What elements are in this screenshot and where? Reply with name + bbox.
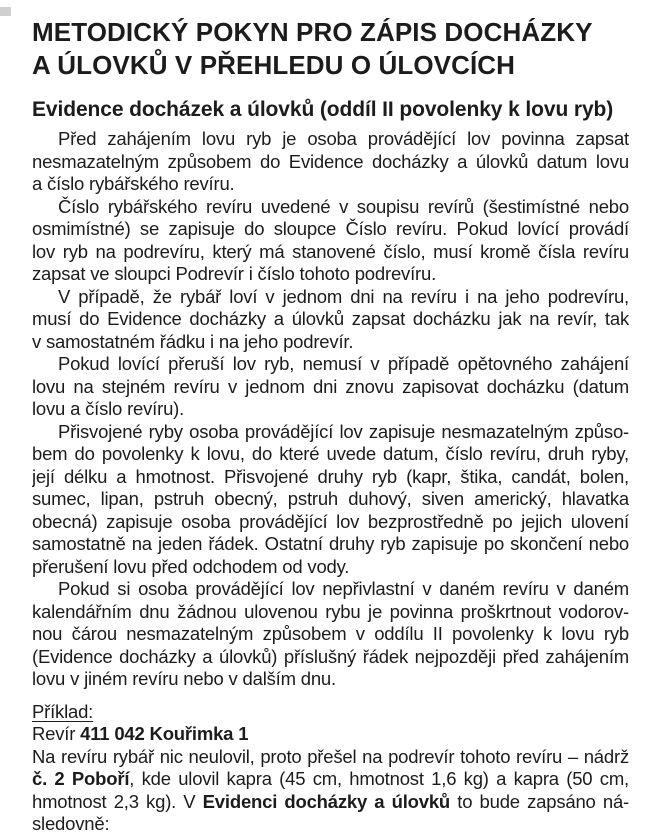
paragraph-line: zapsat ve sloupci Podrevír i číslo tohoto podrevíru.	[32, 263, 437, 284]
paragraph-line: a číslo rybářského revíru.	[32, 173, 235, 194]
example-label-line	[32, 701, 629, 724]
example-revir-number: 411 042 Kouřimka 1	[80, 723, 249, 744]
paragraph-line: bem do povolenky k lovu, do které uvede datum, číslo revíru, druh ryby,	[32, 443, 629, 464]
example-revir-prefix: Revír	[32, 723, 81, 744]
document-title-line2: A ÚLOVKŮ V PŘEHLEDU O ÚLOVCÍCH	[32, 50, 516, 80]
regular-text: to bude zapsáno ná-	[450, 790, 629, 812]
paragraph-line: nou čárou nesmazatelným způsobem v oddílu II povolenky k lovu ryb	[32, 623, 629, 644]
paragraph-line: musí do Evidence docházky a úlovků zapsat docházku jak na revír, tak	[32, 308, 629, 329]
paragraph-line: Číslo rybářského revíru uvedené v soupisu revírů (šestimístné nebo	[58, 195, 629, 217]
body-text	[32, 128, 629, 691]
paragraph	[32, 353, 629, 421]
paragraph-line: V případě, že rybář loví v jednom dni na revíru i na jeho podrevíru,	[58, 285, 629, 307]
example-line	[32, 768, 629, 791]
paragraph-line: přerušení lovu před odchodem od vody.	[32, 555, 350, 577]
paragraph-line: sumec, lipan, pstruh obecný, pstruh duhový, siven americký, hlavatka	[32, 488, 629, 509]
example-lines	[32, 746, 629, 836]
example-label: Příklad:	[32, 700, 94, 722]
paragraph-line: její délku a hmotnost. Přisvojené druhy ryb (kapr, štika, candát, bolen,	[32, 465, 629, 487]
paragraph	[32, 196, 629, 286]
paragraph	[32, 421, 629, 579]
regular-text: Na revíru rybář nic neulovil, proto přešel na podrevír tohoto revíru – nádrž	[32, 745, 629, 767]
paragraph	[32, 578, 629, 691]
bold-text: č. 2 Poboří	[32, 768, 130, 789]
example-revir-line	[32, 723, 629, 746]
document-title	[32, 16, 629, 82]
regular-text: , kde ulovil kapra (45 cm, hmotnost 1,6 kg) a kapra (50 cm,	[129, 768, 629, 789]
paragraph-line: lovu na stejném revíru v jednom dni znovu zapisovat docházku (datum	[32, 375, 629, 397]
bold-text: Evidenci docházky a úlovků	[202, 790, 451, 812]
paragraph-line: osmimístné) se zapisuje do sloupce Číslo revíru. Pokud lovící provádí	[32, 218, 629, 239]
paragraph-line: lovu v jiném revíru nebo v dalším dnu.	[32, 668, 336, 689]
example-section	[32, 701, 629, 836]
document-title-line1: METODICKÝ POKYN PRO ZÁPIS DOCHÁZKY	[32, 17, 593, 47]
paragraph-line: lov ryb na podrevíru, který má stanovené číslo, musí kromě čísla revíru	[32, 240, 629, 262]
example-line	[32, 746, 629, 769]
paragraph-line: Přisvojené ryby osoba provádějící lov zapisuje nesmazatelným způso-	[58, 420, 629, 442]
paragraph-line: kalendářním dnu žádnou ulovenou rybu je povinna proškrtnout vodorov-	[32, 600, 629, 622]
scan-artifact	[0, 7, 11, 16]
paragraph-line: (Evidence docházky a úlovků) příslušný řádek nejpozději před zahájením	[32, 645, 629, 667]
paragraph-line: Pokud lovící přeruší lov ryb, nemusí v případě opětovného zahájení	[58, 353, 629, 374]
paragraph	[32, 128, 629, 196]
paragraph-line: v samostatném řádku i na jeho podrevír.	[32, 330, 354, 352]
paragraph-line: Pokud si osoba provádějící lov nepřivlastní v daném revíru v daném	[58, 578, 629, 599]
paragraph-line: obecná) zapisuje osoba provádějící lov bezprostředně po jejich ulovení	[32, 510, 629, 532]
paragraph-line: nesmazatelným způsobem do Evidence docházky a úlovků datum lovu	[32, 150, 629, 172]
paragraph-line: samostatně na jeden řádek. Ostatní druhy ryb zapisuje po skončení nebo	[32, 533, 629, 554]
example-line	[32, 791, 629, 814]
regular-text: hmotnost 2,3 kg). V	[32, 790, 203, 812]
example-line	[32, 813, 629, 836]
paragraph	[32, 286, 629, 354]
section-heading: Evidence docházek a úlovků (oddíl II povolenky k lovu ryb)	[32, 98, 614, 121]
paragraph-line: Před zahájením lovu ryb je osoba provádějící lov povinna zapsat	[58, 128, 629, 149]
regular-text: sledovně:	[32, 813, 110, 834]
paragraph-line: lovu a číslo revíru).	[32, 398, 185, 419]
